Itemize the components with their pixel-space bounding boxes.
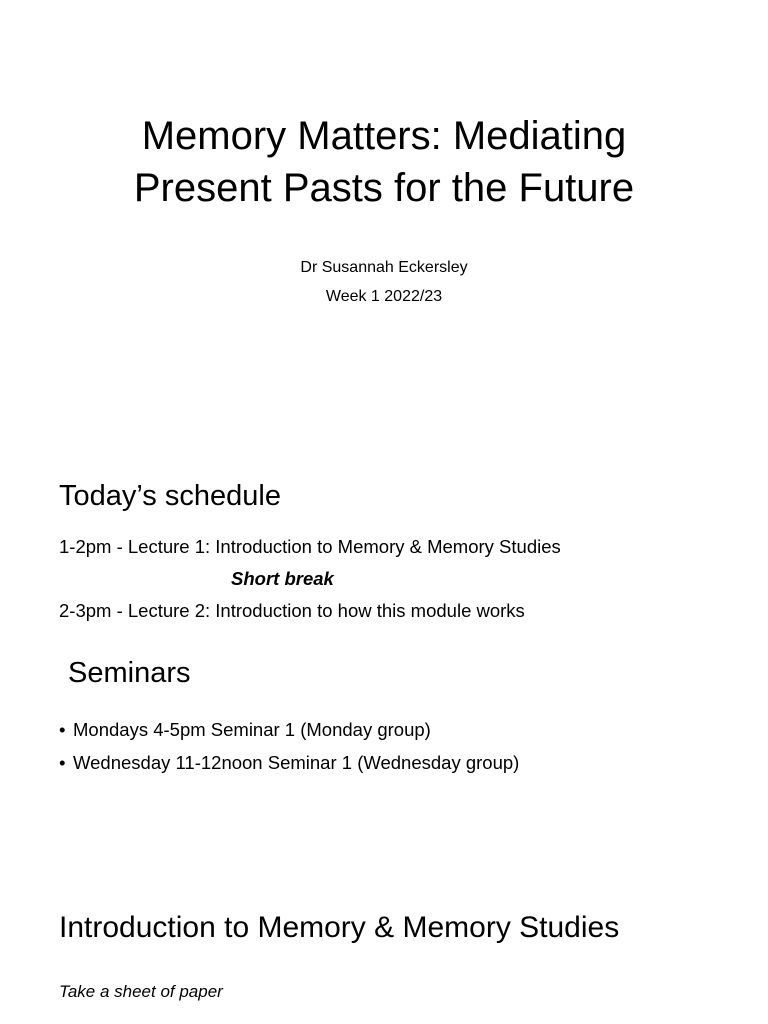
seminar-item-monday: Mondays 4-5pm Seminar 1 (Monday group) bbox=[73, 719, 431, 740]
slide-title bbox=[40, 110, 728, 214]
schedule-break: Short break bbox=[231, 568, 334, 589]
author-name: Dr Susannah Eckersley bbox=[300, 259, 468, 276]
seminars-heading: Seminars bbox=[68, 657, 191, 689]
list-item bbox=[59, 746, 519, 779]
slide-title-line-2: Present Pasts for the Future bbox=[133, 166, 635, 210]
seminar-item-wednesday: Wednesday 11-12noon Seminar 1 (Wednesday group) bbox=[73, 752, 520, 773]
week-label: Week 1 2022/23 bbox=[325, 288, 443, 305]
schedule-heading: Today’s schedule bbox=[59, 480, 281, 512]
list-item bbox=[59, 713, 519, 746]
intro-task: Take a sheet of paper bbox=[59, 982, 223, 1001]
seminars-list bbox=[59, 713, 519, 779]
schedule-lecture-1: 1-2pm - Lecture 1: Introduction to Memory & Memory Studies bbox=[59, 536, 561, 557]
bullet-icon: • bbox=[59, 719, 66, 740]
bullet-icon: • bbox=[59, 752, 66, 773]
schedule-lecture-2: 2-3pm - Lecture 2: Introduction to how this module works bbox=[59, 600, 525, 621]
slide-title-line-1: Memory Matters: Mediating bbox=[141, 114, 627, 158]
intro-heading: Introduction to Memory & Memory Studies bbox=[59, 911, 620, 944]
